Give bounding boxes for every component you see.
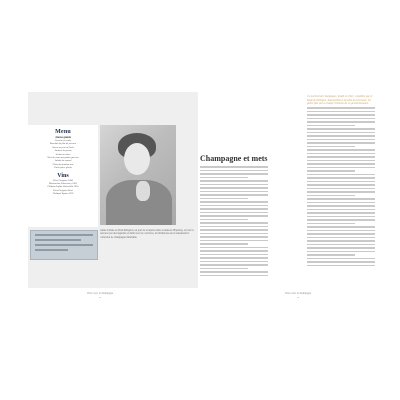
left-page-footer bbox=[80, 292, 120, 299]
section-heading: Champagne et mets bbox=[200, 154, 268, 163]
menu-item: Bouchée de filet de poisson bbox=[49, 142, 77, 146]
chevron-down-icon: ⌄ bbox=[296, 294, 300, 299]
chevron-down-icon: ⌄ bbox=[98, 294, 102, 299]
right-page-footer bbox=[278, 292, 318, 299]
menu-title: Menu bbox=[55, 129, 71, 135]
menu-item: Salade de canard bbox=[54, 159, 72, 163]
menu-card bbox=[28, 125, 98, 227]
menu-item: Noix de veau aux petites gousses bbox=[47, 156, 79, 160]
wine-item: Château Yquem 1929 bbox=[52, 192, 74, 196]
menu-item: Sorbet au rhum bbox=[55, 152, 71, 156]
menu-subtitle: Amuse-gueule bbox=[55, 136, 71, 139]
wine-item: Dom Pérignon Rosé bbox=[53, 188, 73, 192]
aside-caption: Ce portrait de champagne, fondé en 1921, complète par le Majesti d'Empire. Aujourd'hui à la table de Lévesque. La petite fille qui a changé l'histoire de ce grand domaine. bbox=[307, 95, 373, 106]
menu-item: Chocolat fondant aux bbox=[52, 162, 74, 166]
ticket-image bbox=[30, 230, 98, 260]
menu-item: Sauce au porc et Perle bbox=[52, 145, 74, 149]
menu-item: Petits fours glacés bbox=[54, 166, 72, 170]
footer-label: Vivre avec la champagne bbox=[86, 292, 114, 295]
photo-face bbox=[124, 143, 150, 175]
portrait-photo bbox=[100, 125, 176, 225]
menu-item: Jambon de parme bbox=[54, 149, 72, 153]
wine-item: Château Lafitte Rothschild 1955 bbox=[47, 185, 79, 189]
body-column-left bbox=[200, 166, 268, 282]
menu-item: Gravlax et coulis bbox=[54, 139, 72, 142]
wine-item: Dom Pérignon 1964 bbox=[53, 178, 73, 182]
vins-title: Vins bbox=[57, 172, 69, 179]
body-column-right bbox=[307, 107, 375, 285]
photo-caption: Annie Liliane au Dom Pérignon, un jour de réception dans sa maison d'Epernay, où l'on la retrouve par des légendes et mêlé avec les convives, les bûcherons en reconnaissant la collection de champagne millésime. bbox=[100, 229, 194, 239]
footer-label: Vivre avec le champagne bbox=[284, 292, 312, 295]
photo-hand bbox=[136, 181, 150, 201]
wine-item: Montrachet Laboratory 1961 bbox=[48, 182, 78, 186]
